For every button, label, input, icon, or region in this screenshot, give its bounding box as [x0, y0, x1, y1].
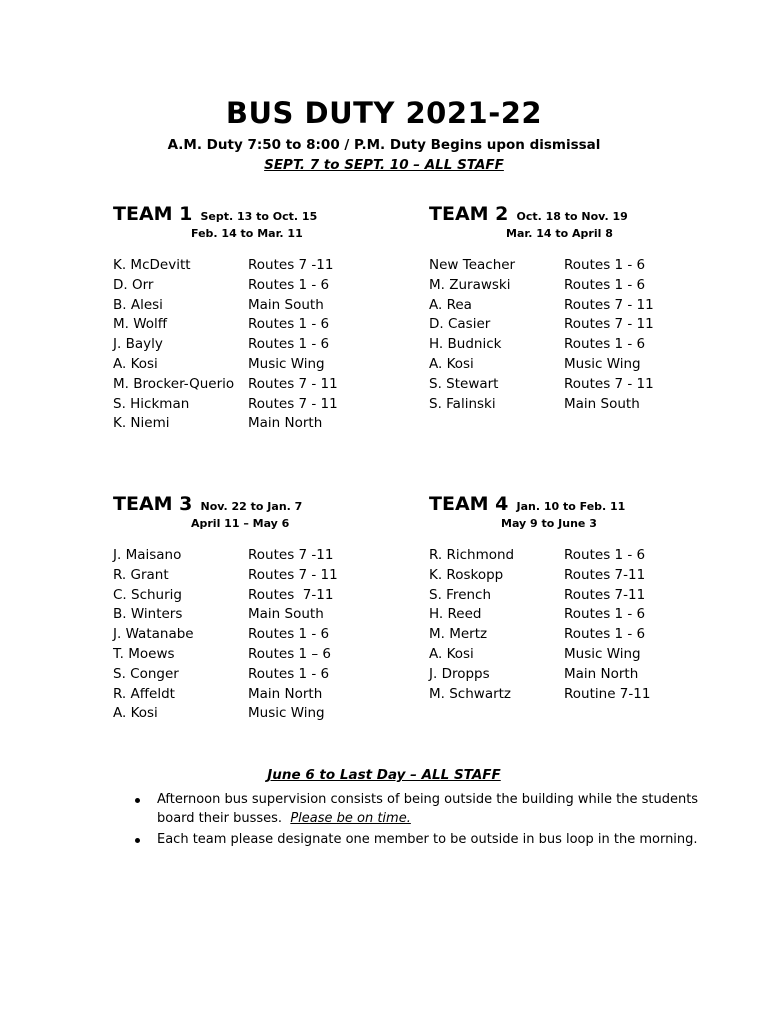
member-route: Routes 1 - 6 [564, 276, 646, 293]
member-route: Routes 7 - 11 [564, 316, 654, 333]
member-route: Main North [248, 685, 323, 702]
member-route: Routes 7-11 [564, 566, 646, 583]
member-route: Routes 7 -11 [248, 547, 334, 563]
roster-row [429, 355, 749, 375]
member-route: Music Wing [564, 355, 641, 372]
roster-row [113, 256, 433, 276]
team-dates-spring: Mar. 14 to April 8 [506, 227, 613, 240]
member-route: Routes 7 - 11 [248, 395, 338, 412]
roster-row [429, 586, 749, 606]
member-name: A. Rea [429, 296, 472, 313]
member-route: Main South [248, 296, 324, 313]
member-name: K. McDevitt [113, 257, 191, 273]
roster-row [429, 375, 749, 395]
note-emphasis: Please be on time. [290, 811, 411, 826]
member-route: Main South [564, 395, 640, 412]
team-dates-fall: Nov. 22 to Jan. 7 [200, 500, 303, 513]
member-route: Routes 7 - 11 [564, 296, 654, 313]
member-route: Routes 1 - 6 [564, 257, 646, 273]
member-route: Routes 1 - 6 [248, 626, 330, 643]
member-name: S. Conger [113, 665, 179, 682]
bullet-icon [135, 798, 140, 803]
member-route: Routes 1 - 6 [564, 547, 646, 563]
member-name: R. Affeldt [113, 685, 175, 702]
roster-row [113, 276, 433, 296]
roster-row [113, 414, 433, 434]
roster-row [113, 296, 433, 316]
team-roster [113, 546, 433, 724]
member-route: Routes 1 - 6 [248, 336, 330, 353]
member-route: Music Wing [248, 705, 325, 722]
team-name: TEAM 1 [113, 203, 193, 225]
member-name: A. Kosi [429, 645, 474, 662]
note-item [135, 830, 715, 849]
team-3 [113, 493, 433, 724]
member-route: Routes 1 - 6 [248, 316, 330, 333]
note-text: Each team please designate one member to be outside in bus loop in the morning. [157, 832, 698, 847]
member-route: Routes 7-11 [564, 586, 646, 603]
team-name: TEAM 3 [113, 493, 193, 515]
roster-row [429, 256, 749, 276]
roster-row [429, 685, 749, 705]
member-route: Routes 7 - 11 [564, 375, 654, 392]
member-name: A. Kosi [113, 355, 158, 372]
roster-row [429, 625, 749, 645]
roster-row [113, 355, 433, 375]
member-name: J. Bayly [113, 336, 163, 353]
member-name: A. Kosi [113, 705, 158, 722]
member-route: Main North [564, 665, 639, 682]
first-week-text: SEPT. 7 to SEPT. 10 – ALL STAFF [264, 157, 504, 173]
member-name: T. Moews [113, 645, 175, 662]
member-route: Routes 7 - 11 [248, 566, 338, 583]
member-name: K. Niemi [113, 415, 170, 432]
roster-row [113, 605, 433, 625]
team-name: TEAM 2 [429, 203, 509, 225]
notes-list [135, 790, 715, 851]
member-route: Routes 7-11 [248, 586, 334, 603]
member-name: D. Orr [113, 276, 154, 293]
team-roster [113, 256, 433, 434]
roster-row [113, 335, 433, 355]
member-route: Routes 1 - 6 [248, 665, 330, 682]
team-name: TEAM 4 [429, 493, 509, 515]
roster-row [429, 605, 749, 625]
roster-row [113, 645, 433, 665]
member-name: C. Schurig [113, 586, 182, 603]
team-roster [429, 256, 749, 414]
member-name: K. Roskopp [429, 566, 504, 583]
member-route: Routes 1 - 6 [564, 606, 646, 623]
note-text: Afternoon bus supervision consists of being outside the building while the students board their busses. [157, 792, 699, 826]
member-name: M. Schwartz [429, 685, 512, 702]
team-header [429, 203, 749, 225]
member-route: Music Wing [248, 355, 325, 372]
bullet-icon [135, 838, 140, 843]
member-name: J. Maisano [113, 547, 182, 563]
roster-row [113, 586, 433, 606]
team-4 [429, 493, 749, 704]
roster-row [429, 315, 749, 335]
member-name: M. Mertz [429, 626, 488, 643]
member-route: Routes 1 - 6 [564, 336, 646, 353]
member-name: H. Budnick [429, 336, 502, 353]
team-1 [113, 203, 433, 434]
roster-row [429, 566, 749, 586]
member-name: S. Stewart [429, 375, 499, 392]
member-name: M. Wolff [113, 316, 168, 333]
first-week-all-staff [0, 157, 768, 173]
member-name: D. Casier [429, 316, 491, 333]
roster-row [113, 375, 433, 395]
member-name: M. Brocker-Querio [113, 375, 235, 392]
member-route: Routes 1 – 6 [248, 645, 332, 662]
member-name: R. Grant [113, 566, 169, 583]
roster-row [113, 395, 433, 415]
team-header [113, 203, 433, 225]
member-route: Routine 7-11 [564, 685, 651, 702]
roster-row [429, 296, 749, 316]
member-name: H. Reed [429, 606, 482, 623]
member-route: Routes 7 -11 [248, 257, 334, 273]
team-dates-fall: Oct. 18 to Nov. 19 [516, 210, 628, 223]
team-dates-spring: Feb. 14 to Mar. 11 [191, 227, 303, 240]
member-route: Music Wing [564, 645, 641, 662]
team-dates-fall: Jan. 10 to Feb. 11 [516, 500, 626, 513]
member-name: B. Alesi [113, 296, 163, 313]
roster-row [113, 704, 433, 724]
member-name: M. Zurawski [429, 276, 511, 293]
roster-row [429, 335, 749, 355]
team-roster [429, 546, 749, 704]
team-dates-spring: May 9 to June 3 [501, 517, 597, 530]
last-day-all-staff [0, 767, 768, 783]
page-title: BUS DUTY 2021-22 [225, 96, 543, 130]
member-route: Main South [248, 606, 324, 623]
roster-row [429, 276, 749, 296]
member-name: S. French [429, 586, 492, 603]
roster-row [113, 566, 433, 586]
team-dates-spring: April 11 – May 6 [191, 517, 290, 530]
duty-times: A.M. Duty 7:50 to 8:00 / P.M. Duty Begins upon dismissal [167, 137, 601, 153]
member-name: New Teacher [429, 257, 516, 273]
team-header [429, 493, 749, 515]
team-header [113, 493, 433, 515]
member-route: Routes 7 - 11 [248, 375, 338, 392]
member-name: A. Kosi [429, 355, 474, 372]
member-name: J. Dropps [429, 665, 490, 682]
member-name: B. Winters [113, 606, 183, 623]
member-name: S. Hickman [113, 395, 190, 412]
roster-row [429, 546, 749, 566]
roster-row [113, 546, 433, 566]
member-route: Main North [248, 415, 323, 432]
member-route: Routes 1 - 6 [564, 626, 646, 643]
note-item [135, 790, 715, 828]
last-day-text: June 6 to Last Day – ALL STAFF [267, 767, 501, 783]
roster-row [113, 625, 433, 645]
member-name: R. Richmond [429, 547, 515, 563]
member-route: Routes 1 - 6 [248, 276, 330, 293]
roster-row [113, 685, 433, 705]
roster-row [429, 665, 749, 685]
member-name: S. Falinski [429, 395, 496, 412]
team-dates-fall: Sept. 13 to Oct. 15 [200, 210, 318, 223]
roster-row [113, 315, 433, 335]
team-2 [429, 203, 749, 414]
member-name: J. Watanabe [113, 626, 194, 643]
roster-row [113, 665, 433, 685]
roster-row [429, 395, 749, 415]
roster-row [429, 645, 749, 665]
